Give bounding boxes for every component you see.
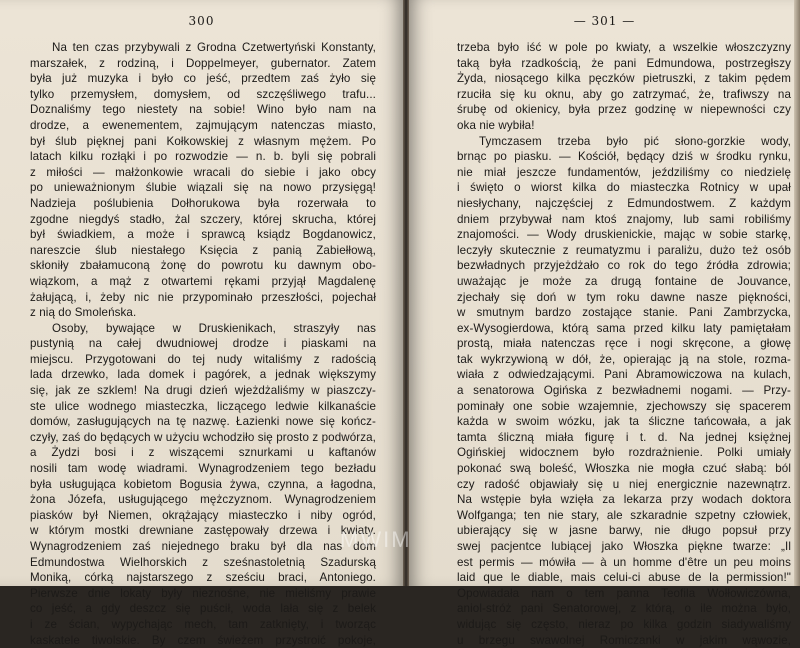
text-line: latach kilku rozłąki i po rozwodzie — n. b. byli się pobrali xyxy=(30,150,376,164)
text-line: aniol-stróż pani Senatorowej, z którą, o ile można było, xyxy=(457,602,791,616)
right-page-text xyxy=(457,40,791,648)
text-line: się, jak ze szklem! Na drugi dzień wjeżdżaliśmy w piaszczy- xyxy=(30,384,376,398)
page-edge xyxy=(794,0,800,586)
text-line: lada drzewko, lada domek i pagórek, a jednak większymy xyxy=(30,368,376,382)
text-line: czy radość objawiały się u niej energicznie nazewnątrz. xyxy=(457,477,791,491)
text-line: pokonać swą boleść, Włoszka nie mogła czuć słabą: ból xyxy=(457,462,791,476)
text-line: Moniką, córką najstarszego z sześciu braci, Antoniego. xyxy=(30,571,376,585)
text-line: Pierwsze dnie lokaty były nieznośne, nie mieliśmy prawie xyxy=(30,586,376,600)
text-line: swej pacjentce lubiącej jako Włoszka piękne twarze: „Il xyxy=(457,540,791,553)
text-line: Tymczasem trzeba było pić słono-gorzkie wody, xyxy=(479,134,791,148)
text-line: Wolfganga; ten nie stary, ale szkaradnie szpetny człowiek, xyxy=(457,508,791,522)
text-line: pustynią na całej dwudniowej drodze i piaskami na xyxy=(30,337,376,351)
left-page-text xyxy=(30,40,376,648)
text-line: miejscu. Przygotowani do tej nudy witaliśmy z radością xyxy=(30,352,376,366)
text-line: żona Józefa, usługującego mężczyznom. Wynagrodzeniem xyxy=(30,493,376,507)
page-number-right: — 301 — xyxy=(573,14,636,28)
text-line: był świadkiem, a może i sprawcą ksiądz Bogdanowicz, xyxy=(30,228,376,242)
text-line: co jeść, a gdy deszcz się puścił, woda lała się z belek xyxy=(30,602,376,616)
text-line: zgodne niegdyś stadło, żal szczery, której skrucha, której xyxy=(30,212,376,226)
page-number-left: 300 xyxy=(188,14,215,28)
text-line: rzuciła się ku oknu, aby go zatrzymać, że, trafiwszy na xyxy=(457,87,791,101)
text-line: nosili tam wodę wiadrami. Wynagrodzeniem tego bezładu xyxy=(30,462,376,476)
text-line: ex-Wysogierdowa, którą sama przed kilku laty pamiętałam xyxy=(457,321,791,335)
text-line: ubierający się w jasne barwy, nie długo popsuł przy xyxy=(457,524,791,538)
text-line: Na wstępie była wzięła za lekarza przy wodach doktora xyxy=(457,493,791,507)
text-line: była już muzyka i było co jeść, przedtem zaś żyło się xyxy=(30,72,376,86)
text-line: piasków był Niemen, okrążający miasteczko i niby ogród, xyxy=(30,508,376,522)
text-line: marszałek, z rodziną, i Doppelmeyer, gubernator. Zatem xyxy=(30,56,376,70)
text-line: tylko przemysłem, domysłem, od szczęśliwego trafu... xyxy=(30,87,376,101)
text-line: u brzegu swawolnej Romiczanki w jakim wąwozie, xyxy=(457,633,791,647)
text-line: skłoniły zbałamuconą żonę do powrotu ku dawnym obo- xyxy=(30,259,376,273)
text-line: z nią do Smoleńska. xyxy=(30,306,137,320)
text-line: oka nie wybiła! xyxy=(457,118,535,132)
text-line: kaskatele tiwolskie. By czem świeżem przystroić pokoje, xyxy=(30,633,376,647)
text-line: domów, zasługujących na tę nazwę. Łazienki nowe się kończ- xyxy=(30,415,376,429)
text-line: żałującą, i, żeby nic nie przypominało przeszłości, pojechał xyxy=(30,290,376,304)
text-line: Wynagrodzeniem zaś niejednego braku był dla nas dom xyxy=(30,540,376,553)
text-line: była usługująca kobietom Bogusia żywa, czynna, a łagodna, xyxy=(30,477,376,491)
text-line: Nadzieja poślubienia Dołhorukowa była rozerwała to xyxy=(30,196,376,210)
text-line: tak wykrzywioną w dół, że, opierając ją na stole, rozma- xyxy=(457,352,791,366)
text-line: po unieważnionym ślubie wiązali się na nowo przysięgą! xyxy=(30,181,376,195)
text-line: widując się często, nieraz po kilka godzin siadywaliśmy xyxy=(457,617,791,631)
right-page xyxy=(409,0,800,647)
text-line: nareszcie ślub niestałego Księcia z panią Zabiełłową, xyxy=(30,243,376,257)
text-line: Żyda, niosącego kilka pęczków pietruszki, z takim pędem xyxy=(457,72,791,86)
text-line: Ogińskiej widocznem było rozdrażnienie. Polki umiały xyxy=(457,446,791,460)
text-line: niesłychany, najczęściej z Edmundostwem. Z każdym xyxy=(457,196,791,210)
text-line: czyły, zaś do będących w użyciu wchodziło się prosto z podwórza, xyxy=(30,430,376,444)
text-line: wiała z odwiedzającymi. Pani Abramowiczowa na kulach, xyxy=(457,368,791,382)
text-line: leczyły skutecznie z reumatyzmu i paraliżu, dużo też osób xyxy=(457,243,791,257)
text-line: Edmundostwa Wielhorskich z sześnastoletnią Szadurską xyxy=(30,555,376,569)
text-line: nie miał jeszcze fundamentów, jeździliśmy co niedzielę xyxy=(457,165,791,179)
text-line: zjechały się doń w tym roku dawne nasze piękności, xyxy=(457,290,791,304)
text-line: brnąc po piasku. — Kościół, będący dziś w środku rynku, xyxy=(457,150,791,164)
text-line: był ślub pięknej pani Kołkowskiej z własnym mężem. Po xyxy=(30,134,376,148)
text-line: Osoby, bywające w Druskienikach, straszyły nas xyxy=(52,321,376,335)
text-line: bezwładnych przyjeżdżało co rok do tego źródła zdrowia; xyxy=(457,259,791,273)
text-line: est permis — mówiła — à un homme d'être un peu moins xyxy=(457,555,791,569)
text-line: każda w swoim wózku, jak ta śliczne tańcowała, a jak xyxy=(457,415,791,429)
text-line: laid que le diable, mais celui-ci abuse de la permission!" xyxy=(457,571,791,585)
text-line: śrubę od okienicy, była przez godzinę w niepewności czy xyxy=(457,103,791,117)
text-line: wiązkom, a mąż z otwartemi rękami przyjął Magdalenę xyxy=(30,274,376,288)
text-line: a Żydzi bosi i z wiszącemi sznurkami u kaftanów xyxy=(30,446,376,460)
text-line: Doznaliśmy tego niestety na sobie! Wino było nam na xyxy=(30,103,376,117)
text-line: Na ten czas przybywali z Grodna Czetwertyński Konstanty, xyxy=(52,41,376,54)
watermark: MWIM xyxy=(340,527,412,552)
text-line: w którym mostki drewniane zastępowały drzewa i kwiaty. xyxy=(30,524,376,538)
text-line: w smutnym bardzo zostające stanie. Pani Zambrzycka, xyxy=(457,306,791,320)
text-line: trzeba było iść w pole po kwiaty, a wszelkie włoszczyzny xyxy=(457,41,791,54)
text-line: tamta śliczną miała figurę i t. d. Na jednej księżnej xyxy=(457,430,791,444)
text-line: ste ulice wodnego miasteczka, liczącego ledwie kilkanaście xyxy=(30,399,376,413)
text-line: z miłości — małżonkowie wracali do siebie i jako obcy xyxy=(30,165,376,179)
text-line: i święto o wiorst kilka do miasteczka Rotnicy w upał xyxy=(457,181,791,195)
text-line: pominały one sobie wzajemnie, zjechowszy się spacerem xyxy=(457,399,791,413)
text-line: Opowiadała nam o tem panna Teofila Wołłowiczówna, xyxy=(457,586,791,600)
text-line: drodze, a ewenementem, zajmującym natenczas miasto, xyxy=(30,118,376,132)
text-line: prostą, miała natenczas ręce i nogi skręcone, a głowę xyxy=(457,337,791,351)
text-line: dniem przybywał nam ktoś znajomy, lub sami robiliśmy xyxy=(457,212,791,226)
text-line: i ze ścian, wypychając mech, tam zatknięty, i tworząc xyxy=(30,617,376,631)
text-line: uważając je może za drugą fontaine de Jouvance, xyxy=(457,274,791,288)
text-line: taką była rzadkością, że pani Edmundowa, postrzegłszy xyxy=(457,56,791,70)
text-line: a senatorowa Ogińska z bezwładnemi nogami. — Przy- xyxy=(457,384,791,398)
text-line: znajomości. — Wody druskienickie, mając w sobie starkę, xyxy=(457,228,791,242)
